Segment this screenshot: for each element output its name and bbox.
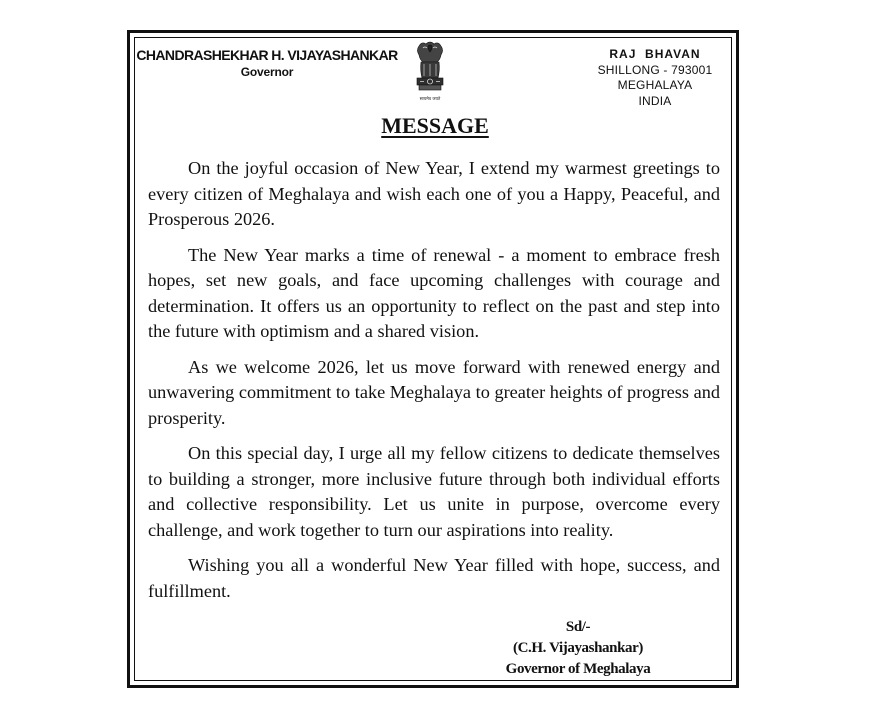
- paragraph: The New Year marks a time of renewal - a moment to embrace fresh hopes, set new goals, and face upcoming challenges with courage and determination. It offers us an opportunity to reflect on the past and step into the future with optimism and a shared vision.: [148, 244, 720, 341]
- emblem-motto: सत्यमेव जयते: [419, 96, 441, 101]
- national-emblem-icon: [411, 40, 449, 106]
- message-body: [148, 156, 720, 614]
- signatory-designation: Governor of Meghalaya: [505, 661, 651, 677]
- address-line-country: INDIA: [638, 93, 672, 108]
- address-line-city: SHILLONG - 793001: [597, 62, 713, 77]
- paragraph: On this special day, I urge all my fellow citizens to dedicate themselves to building a stronger, more inclusive future through both individual efforts and collective responsibility. Let us unite in purpose, overcome every challenge, and work together to turn our aspirations into reality.: [148, 443, 720, 540]
- paragraph: Wishing you all a wonderful New Year filled with hope, success, and fulfillment.: [148, 555, 720, 601]
- message-heading: MESSAGE: [381, 113, 489, 138]
- governor-title: Governor: [240, 65, 294, 79]
- address-line-raj-bhavan: RAJ BHAVAN: [609, 47, 701, 61]
- governor-name: CHANDRASHEKHAR H. VIJAYASHANKAR: [136, 47, 398, 63]
- signatory-name: (C.H. Vijayashankar): [513, 640, 643, 656]
- signature-block: [478, 617, 678, 680]
- paragraph: On the joyful occasion of New Year, I extend my warmest greetings to every citizen of Meghalaya and wish each one of you a Happy, Peaceful, and Prosperous 2026.: [148, 158, 720, 229]
- address-block: [590, 47, 720, 109]
- signature-sd: Sd/-: [565, 619, 591, 635]
- paragraph: As we welcome 2026, let us move forward with renewed energy and unwavering commitment to take Meghalaya to greater heights of progress and prosperity.: [148, 356, 720, 428]
- governor-header: [136, 47, 398, 81]
- address-line-state: MEGHALAYA: [617, 78, 693, 92]
